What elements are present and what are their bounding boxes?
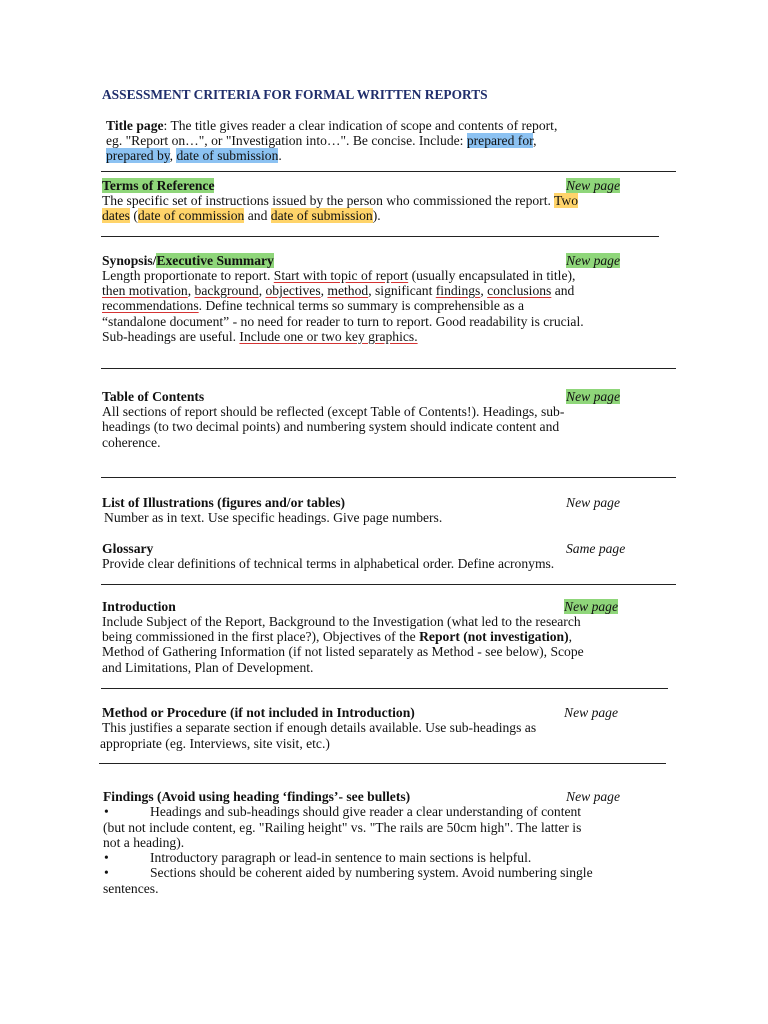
toc-page-note xyxy=(566,389,620,404)
key-graphics-underlined: Include one or two key graphics. xyxy=(239,329,418,344)
illustrations-line-1: Number as in text. Use specific headings. Give page numbers. xyxy=(104,510,443,525)
findings-page-note: New page xyxy=(566,789,620,804)
method-line-2: appropriate (eg. Interviews, site visit, etc.) xyxy=(100,736,330,751)
synopsis-text: Sub-headings are useful. xyxy=(102,329,240,344)
motivation-underlined: then motivation xyxy=(102,283,188,298)
comma: , xyxy=(568,629,573,644)
conclusions-underlined: conclusions xyxy=(487,283,552,298)
findings-bullet-1-line-3: not a heading). xyxy=(103,835,185,850)
and-text: and xyxy=(551,283,575,298)
topic-underlined: Start with topic of report xyxy=(273,268,409,283)
sep: , xyxy=(187,283,195,298)
date-of-commission-highlight: date of commission xyxy=(137,208,245,223)
bullet-icon: • xyxy=(104,850,109,865)
and-text: and xyxy=(244,208,271,223)
synopsis-heading-text: Synopsis/ xyxy=(102,253,157,268)
divider xyxy=(101,368,676,369)
prepared-by-highlight: prepared by xyxy=(106,148,170,163)
sep: , significant xyxy=(368,283,436,298)
synopsis-line-2 xyxy=(102,283,574,298)
executive-summary-heading: Executive Summary xyxy=(156,253,274,268)
findings-bullet-3-line-1: Sections should be coherent aided by numbering system. Avoid numbering single xyxy=(150,865,593,880)
date-of-submission-highlight: date of submission xyxy=(176,148,279,163)
synopsis-heading xyxy=(102,253,274,268)
sep: , xyxy=(258,283,266,298)
terms-text-1: The specific set of instructions issued by the person who commissioned the report. xyxy=(102,193,555,208)
synopsis-line-3 xyxy=(102,298,524,313)
illustrations-page-note: New page xyxy=(566,495,620,510)
glossary-line-1: Provide clear definitions of technical terms in alphabetical order. Define acronyms. xyxy=(102,556,555,571)
divider xyxy=(101,477,676,478)
title-page-text-1: : The title gives reader a clear indication of scope and contents of report, xyxy=(163,118,558,133)
synopsis-page-note xyxy=(566,253,620,268)
synopsis-line-4: “standalone document” - no need for reader to turn to report. Good readability is crucial. xyxy=(102,314,584,329)
new-page-label: New page xyxy=(566,178,620,193)
method-underlined: method xyxy=(327,283,369,298)
prepared-for-highlight: prepared for xyxy=(466,133,534,148)
synopsis-text: . Define technical terms so summary is comprehensible as a xyxy=(198,298,525,313)
illustrations-heading: List of Illustrations (figures and/or tables) xyxy=(102,495,346,510)
title-page-line-3 xyxy=(106,148,282,163)
divider xyxy=(101,688,668,689)
introduction-line-4: and Limitations, Plan of Development. xyxy=(102,660,314,675)
paren: ( xyxy=(129,208,138,223)
bullet-icon: • xyxy=(104,804,109,819)
findings-underlined: findings xyxy=(435,283,481,298)
findings-bullet-3-line-2: sentences. xyxy=(103,881,159,896)
method-line-1: This justifies a separate section if enough details available. Use sub-headings as xyxy=(102,720,537,735)
dates-highlight: dates xyxy=(102,208,130,223)
terms-line-1 xyxy=(102,193,578,208)
findings-bullet-1-line-1: Headings and sub-headings should give reader a clear understanding of content xyxy=(150,804,582,819)
bullet-icon: • xyxy=(104,865,109,880)
divider xyxy=(101,236,659,237)
glossary-heading: Glossary xyxy=(102,541,154,556)
toc-heading: Table of Contents xyxy=(102,389,205,404)
divider xyxy=(99,763,666,764)
sep: , xyxy=(480,283,488,298)
glossary-page-note: Same page xyxy=(566,541,626,556)
findings-heading: Findings (Avoid using heading ‘findings’- see bullets) xyxy=(103,789,411,804)
terms-heading-text: Terms of Reference xyxy=(102,178,215,193)
introduction-line-1: Include Subject of the Report, Background to the Investigation (what led to the research xyxy=(102,614,581,629)
title-page-line-1 xyxy=(106,118,557,133)
synopsis-line-5 xyxy=(102,329,418,344)
sep: , xyxy=(320,283,328,298)
document-title: ASSESSMENT CRITERIA FOR FORMAL WRITTEN REPORTS xyxy=(102,87,488,102)
report-bold: Report (not investigation) xyxy=(419,629,569,644)
terms-line-2 xyxy=(102,208,381,223)
new-page-label: New page xyxy=(566,253,620,268)
introduction-text: being commissioned in the first place?), Objectives of the xyxy=(102,629,420,644)
period: . xyxy=(278,148,282,163)
introduction-heading: Introduction xyxy=(102,599,176,614)
toc-line-3: coherence. xyxy=(102,435,161,450)
toc-line-2: headings (to two decimal points) and numbering system should indicate content and xyxy=(102,419,560,434)
separator: , xyxy=(169,148,177,163)
objectives-underlined: objectives xyxy=(265,283,321,298)
recommendations-underlined: recommendations xyxy=(102,298,199,313)
close-paren: ). xyxy=(372,208,381,223)
findings-bullet-1-line-2: (but not include content, eg. "Railing height" vs. "The rails are 50cm high". The latter is xyxy=(103,820,582,835)
introduction-line-3: Method of Gathering Information (if not listed separately as Method - see below), Scope xyxy=(102,644,584,659)
introduction-page-note xyxy=(564,599,618,614)
title-page-label: Title page xyxy=(106,118,164,133)
synopsis-text: (usually encapsulated in title), xyxy=(408,268,576,283)
title-page-text-2: eg. "Report on…", or "Investigation into…". Be concise. Include: xyxy=(106,133,467,148)
background-underlined: background xyxy=(194,283,259,298)
terms-heading xyxy=(102,178,214,193)
synopsis-text: Length proportionate to report. xyxy=(102,268,274,283)
comma: , xyxy=(533,133,537,148)
divider xyxy=(101,584,676,585)
new-page-label: New page xyxy=(566,389,620,404)
introduction-line-2 xyxy=(102,629,572,644)
toc-line-1: All sections of report should be reflected (except Table of Contents!). Headings, sub- xyxy=(102,404,565,419)
divider xyxy=(101,171,676,172)
synopsis-line-1 xyxy=(102,268,575,283)
new-page-label: New page xyxy=(564,599,618,614)
two-highlight: Two xyxy=(554,193,579,208)
findings-bullet-2-line-1: Introductory paragraph or lead-in sentence to main sections is helpful. xyxy=(150,850,532,865)
date-of-submission-highlight: date of submission xyxy=(270,208,373,223)
method-page-note: New page xyxy=(564,705,618,720)
method-heading: Method or Procedure (if not included in Introduction) xyxy=(102,705,415,720)
title-page-line-2 xyxy=(106,133,537,148)
terms-page-note xyxy=(566,178,620,193)
